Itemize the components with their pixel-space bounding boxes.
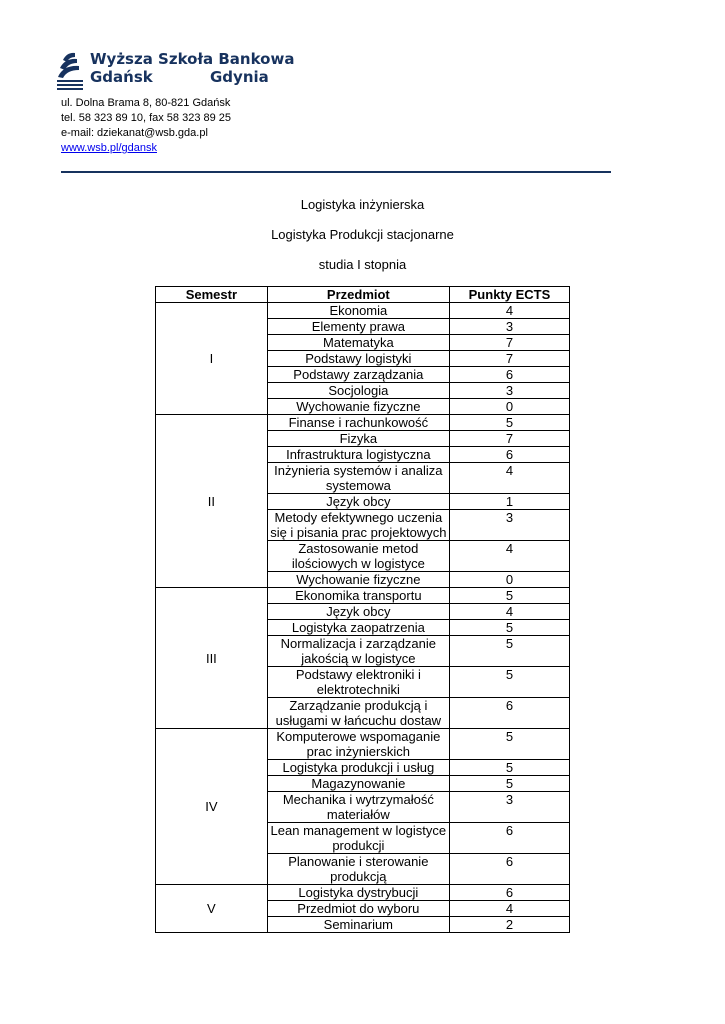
subject-cell: Logistyka dystrybucji (267, 885, 449, 901)
subject-cell: Metody efektywnego uczenia się i pisania prac projektowych (267, 510, 449, 541)
subject-cell: Komputerowe wspomaganie prac inżynierskich (267, 729, 449, 760)
ects-cell: 4 (449, 303, 569, 319)
table-row (156, 885, 570, 901)
ects-cell: 3 (449, 319, 569, 335)
table-row (156, 588, 570, 604)
ects-cell: 3 (449, 792, 569, 823)
subject-cell: Mechanika i wytrzymałość materiałów (267, 792, 449, 823)
subject-cell: Infrastruktura logistyczna (267, 447, 449, 463)
subject-cell: Seminarium (267, 917, 449, 933)
specialization: Logistyka Produkcji stacjonarne (271, 227, 454, 242)
ects-cell: 5 (449, 729, 569, 760)
field-of-study: Logistyka inżynierska (300, 197, 425, 212)
ects-cell: 3 (449, 383, 569, 399)
table-body (156, 303, 570, 933)
subject-cell: Język obcy (267, 604, 449, 620)
wsb-logo (57, 50, 295, 92)
ects-cell: 6 (449, 367, 569, 383)
column-header-semester: Semestr (156, 287, 268, 303)
ects-cell: 6 (449, 854, 569, 885)
ects-cell: 5 (449, 415, 569, 431)
subject-cell: Ekonomia (267, 303, 449, 319)
header-divider (61, 171, 611, 173)
ects-cell: 3 (449, 510, 569, 541)
subject-cell: Finanse i rachunkowość (267, 415, 449, 431)
study-level: studia I stopnia (318, 257, 407, 272)
subject-cell: Podstawy logistyki (267, 351, 449, 367)
table-row (156, 729, 570, 760)
subject-cell: Podstawy elektroniki i elektrotechniki (267, 667, 449, 698)
ects-cell: 7 (449, 351, 569, 367)
subject-cell: Matematyka (267, 335, 449, 351)
ects-cell: 1 (449, 494, 569, 510)
ects-cell: 4 (449, 901, 569, 917)
semester-cell: IV (156, 729, 268, 885)
table-header-row (156, 287, 570, 303)
ects-cell: 6 (449, 698, 569, 729)
ects-cell: 7 (449, 431, 569, 447)
subject-cell: Wychowanie fizyczne (267, 572, 449, 588)
ects-cell: 4 (449, 604, 569, 620)
website-link[interactable]: www.wsb.pl/gdansk (61, 142, 157, 154)
ects-cell: 6 (449, 447, 569, 463)
subject-cell: Normalizacja i zarządzanie jakością w logistyce (267, 636, 449, 667)
subject-cell: Logistyka produkcji i usług (267, 760, 449, 776)
ects-cell: 6 (449, 885, 569, 901)
subject-cell: Podstawy zarządzania (267, 367, 449, 383)
logo-school-name: Wyższa Szkoła Bankowa (90, 50, 295, 68)
column-header-ects: Punkty ECTS (449, 287, 569, 303)
subject-cell: Logistyka zaopatrzenia (267, 620, 449, 636)
subject-cell: Elementy prawa (267, 319, 449, 335)
subject-cell: Socjologia (267, 383, 449, 399)
semester-cell: V (156, 885, 268, 933)
logo-city-gdansk: Gdańsk (90, 68, 153, 86)
ects-cell: 2 (449, 917, 569, 933)
ects-cell: 5 (449, 760, 569, 776)
semester-cell: III (156, 588, 268, 729)
subject-cell: Planowanie i sterowanie produkcją (267, 854, 449, 885)
ects-cell: 4 (449, 541, 569, 572)
ects-cell: 5 (449, 776, 569, 792)
phone: tel. 58 323 89 10, fax 58 323 89 25 (61, 112, 232, 124)
subject-cell: Fizyka (267, 431, 449, 447)
email: e-mail: dziekanat@wsb.gda.pl (61, 127, 208, 139)
table-row (156, 303, 570, 319)
subject-cell: Ekonomika transportu (267, 588, 449, 604)
ects-cell: 0 (449, 572, 569, 588)
semester-cell: II (156, 415, 268, 588)
column-header-subject: Przedmiot (267, 287, 449, 303)
subject-cell: Wychowanie fizyczne (267, 399, 449, 415)
contact-block (61, 96, 231, 156)
ects-cell: 4 (449, 463, 569, 494)
subject-cell: Zarządzanie produkcją i usługami w łańcuchu dostaw (267, 698, 449, 729)
subject-cell: Zastosowanie metod ilościowych w logistyce (267, 541, 449, 572)
wsb-crest-icon (57, 50, 87, 92)
ects-cell: 5 (449, 620, 569, 636)
ects-cell: 5 (449, 636, 569, 667)
ects-cell: 5 (449, 667, 569, 698)
subject-cell: Język obcy (267, 494, 449, 510)
subject-cell: Inżynieria systemów i analiza systemowa (267, 463, 449, 494)
ects-cell: 5 (449, 588, 569, 604)
ects-cell: 6 (449, 823, 569, 854)
table-row (156, 415, 570, 431)
ects-cell: 7 (449, 335, 569, 351)
subject-cell: Lean management w logistyce produkcji (267, 823, 449, 854)
ects-table (155, 286, 570, 933)
logo-city-gdynia: Gdynia (210, 68, 269, 86)
subject-cell: Magazynowanie (267, 776, 449, 792)
subject-cell: Przedmiot do wyboru (267, 901, 449, 917)
semester-cell: I (156, 303, 268, 415)
ects-cell: 0 (449, 399, 569, 415)
address: ul. Dolna Brama 8, 80-821 Gdańsk (61, 97, 231, 109)
